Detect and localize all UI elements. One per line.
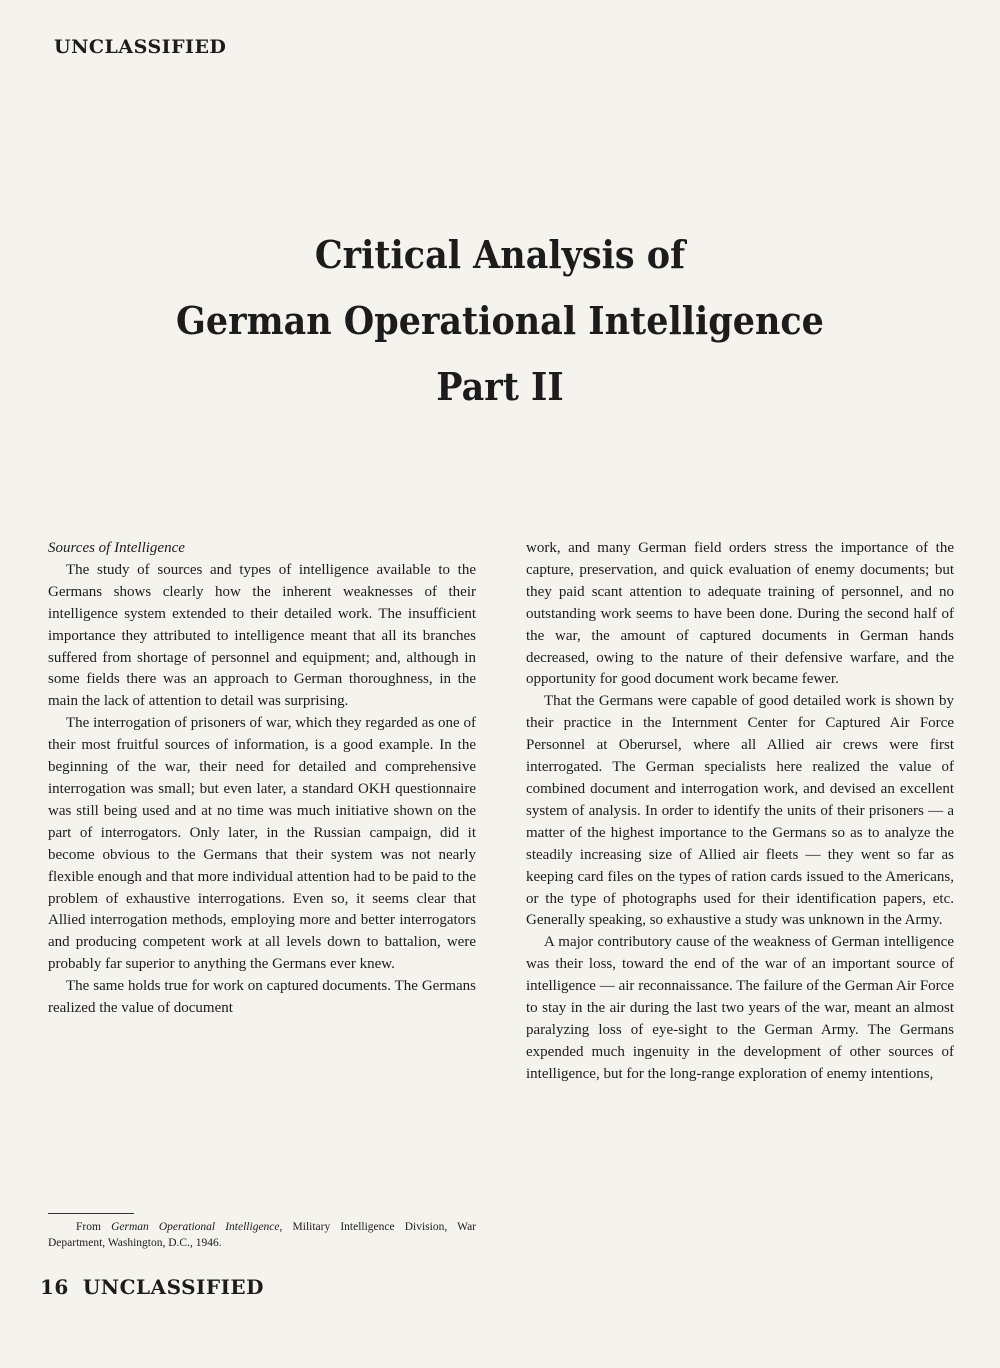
section-heading: Sources of Intelligence: [48, 540, 185, 556]
classification-header: UNCLASSIFIED: [54, 36, 227, 58]
article-title: [0, 222, 1000, 420]
left-column: [48, 538, 476, 1020]
title-line-1: Critical Analysis of: [314, 232, 686, 277]
footnote-source-title: German Operational Intelligence: [111, 1221, 280, 1233]
paragraph: A major contributory cause of the weakness of German intelligence was their loss, toward the end of the war of an important source of intelligence — air reconnaissance. The failure of the German Air Force to stay in the air during the last two years of the war, meant an almost paralyzing loss of eye-sight to the German Army. The Germans expended much ingenuity in the development of other sources of intelligence, but for the long-range exploration of enemy intentions,: [526, 934, 954, 1082]
right-column: [526, 538, 954, 1086]
page-footer: [40, 1275, 264, 1299]
paragraph: The same holds true for work on captured documents. The Germans realized the value of document: [48, 978, 476, 1017]
footnote-rest: , Military Intelligence Division, War Department, Washington, D.C., 1946.: [48, 1221, 477, 1249]
classification-footer: UNCLASSIFIED: [82, 1275, 265, 1299]
footnote-prefix: From: [76, 1221, 101, 1233]
paragraph: The study of sources and types of intelligence available to the Germans shows clearly how the inherent weaknesses of their intelligence system extended to their detailed work. The insufficient importance they attributed to intelligence meant that all its branches suffered from shortage of personnel and equipment; and, although in some fields there was an approach to German thoroughness, in the main the lack of attention to detail was surprising.: [48, 561, 476, 710]
paragraph: That the Germans were capable of good detailed work is shown by their practice in the Internment Center for Captured Air Force Personnel at Oberursel, where all Allied air crews were first interrogated. The German specialists here realized the value of combined document and interrogation work, and devised an excellent system of analysis. In order to identify the units of their prisoners — a matter of the highest importance to the Germans so as to analyze the steadily increasing size of Allied air fleets — they went so far as keeping card files on the types of ration cards issued to the Americans, or the type of photographs used for their identification papers, etc. Generally speaking, so exhaustive a study was unknown in the Army.: [526, 693, 954, 929]
paragraph: The interrogation of prisoners of war, which they regarded as one of their most fruitful sources of information, is a good example. In the beginning of the war, their need for detailed and comprehensive interrogation was small; but even later, a standard OKH questionnaire was still being used and at no time was much initiative shown on the part of interrogators. Only later, in the Russian campaign, did it become obvious to the Germans that their system was not nearly flexible enough and that more individual attention had to be paid to the problem of exhaustive interrogations. Even so, it seems clear that Allied interrogation methods, employing more and better interrogators and producing competent work at all levels down to battalion, were probably far superior to anything the Germans ever knew.: [48, 715, 476, 973]
title-line-2: German Operational Intelligence: [176, 298, 824, 343]
footnote: [48, 1219, 476, 1251]
footnote-divider: [48, 1213, 134, 1214]
title-line-3: Part II: [436, 364, 564, 409]
page-number: 16: [40, 1275, 69, 1299]
paragraph: work, and many German field orders stress the importance of the capture, preservation, and quick evaluation of enemy documents; but they paid scant attention to adequate training of personnel, and no outstanding work seems to have been done. During the second half of the war, the amount of captured documents in German hands decreased, owing to the nature of their defensive warfare, and the opportunity for good document work became fewer.: [526, 540, 954, 688]
